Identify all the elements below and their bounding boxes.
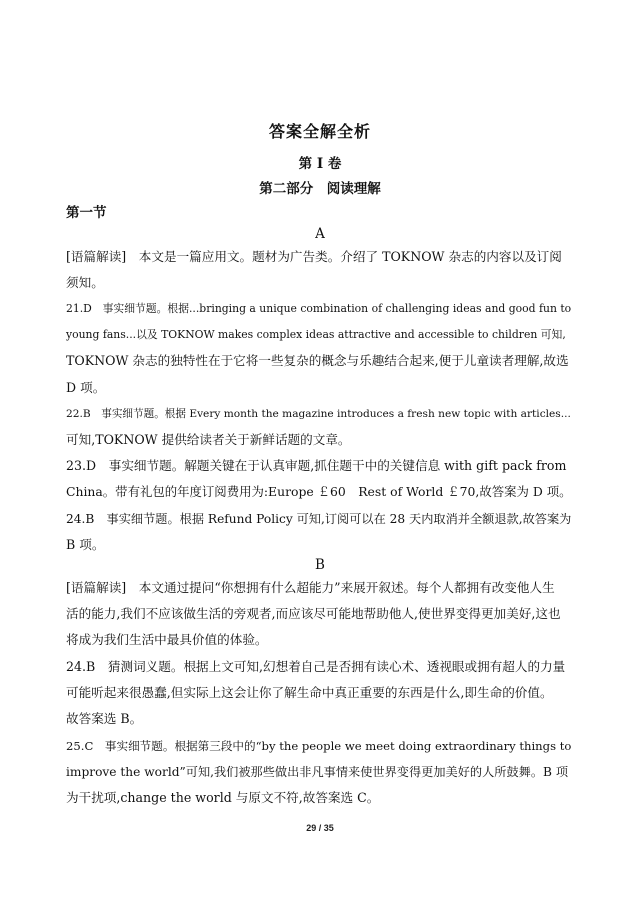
text-line: 21.D 事实细节题。根据...bringing a unique combination of challenging ideas and good fun to — [66, 302, 572, 315]
text-line: 23.D 事实细节题。解题关键在于认真审题,抓住题干中的关键信息 with gift pack from — [66, 458, 567, 473]
text-line: 24.B 猜测词义题。根据上文可知,幻想着自己是否拥有读心术、透视眼或拥有超人的力量 — [66, 659, 566, 674]
text-line: improve the world”可知,我们被那些做出非凡事情来使世界变得更加美好的人所鼓舞。B 项 — [66, 765, 569, 780]
text-line: 可知,TOKNOW 提供给读者关于新鲜话题的文章。 — [66, 432, 351, 448]
text-line: B 项。 — [66, 537, 105, 553]
passage-b-letter: B — [315, 557, 325, 573]
text-line: young fans...以及 TOKNOW makes complex ideas attractive and accessible to children 可知, — [66, 328, 566, 342]
text-line: 24.B 事实细节题。根据 Refund Policy 可知,订阅可以在 28 天内取消并全额退款,故答案为 — [66, 512, 572, 526]
passage-a-letter: A — [315, 226, 325, 242]
text-line: D 项。 — [66, 379, 106, 395]
text-line: 25.C 事实细节题。根据第三段中的“by the people we meet doing extraordinary things to — [66, 739, 572, 753]
text-line: 故答案选 B。 — [66, 711, 143, 727]
answer-24-b — [66, 654, 574, 733]
answer-22 — [66, 401, 574, 453]
page-number: 29 / 35 — [306, 823, 334, 833]
passage-a-analysis — [66, 244, 574, 296]
text-line: 可能听起来很愚蠢,但实际上这会让你了解生命中真正重要的东西是什么,即生命的价值。 — [66, 685, 553, 701]
text-line: 22.B 事实细节题。根据 Every month the magazine introduces a fresh new topic with articles... — [66, 408, 571, 420]
volume-heading: 第 I 卷 — [298, 156, 342, 172]
answer-23 — [66, 453, 574, 505]
text-line: TOKNOW 杂志的独特性在于它将一些复杂的概念与乐趣结合起来,便于儿童读者理解,故选 — [66, 353, 569, 369]
answer-25 — [66, 733, 574, 812]
text-line: 活的能力,我们不应该做生活的旁观者,而应该尽可能地帮助他人,使世界变得更加美好,这也 — [66, 606, 561, 622]
passage-b-analysis — [66, 575, 574, 654]
answer-24-a — [66, 506, 574, 558]
text-line: [语篇解读] 本文是一篇应用文。题材为广告类。介绍了 TOKNOW 杂志的内容以及订阅 — [66, 249, 562, 264]
text-line: China。带有礼包的年度订阅费用为:Europe ￡60 Rest of World ￡70,故答案为 D 项。 — [66, 484, 572, 500]
text-line: 为干扰项,change the world 与原文不符,故答案选 C。 — [66, 790, 380, 806]
text-line: 将成为我们生活中最具价值的体验。 — [66, 632, 268, 648]
text-line: [语篇解读] 本文通过提问“你想拥有什么超能力”来展开叙述。每个人都拥有改变他人生 — [66, 580, 555, 595]
answer-21 — [66, 296, 574, 401]
document-title: 答案全解全析 — [268, 122, 371, 141]
part-heading: 第二部分 阅读理解 — [259, 181, 381, 197]
section-heading: 第一节 — [66, 205, 107, 221]
text-line: 须知。 — [66, 275, 104, 291]
